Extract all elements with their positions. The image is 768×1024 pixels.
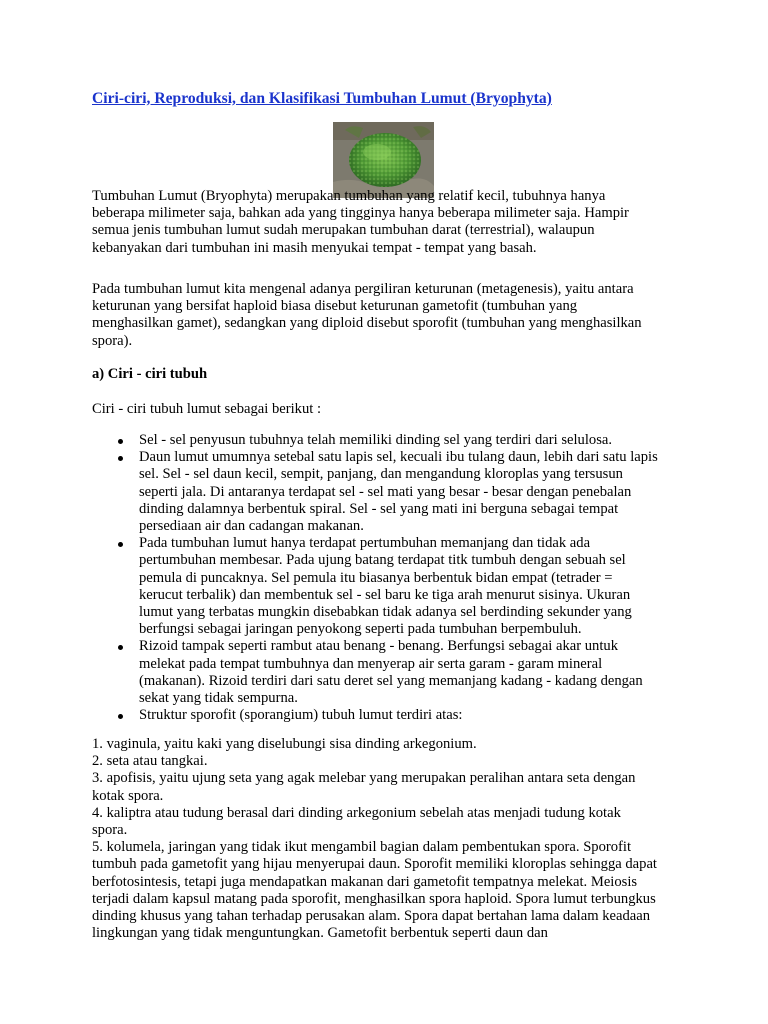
list-item [92,432,658,449]
numbered-item: 3. apofisis, yaitu ujung seta yang agak melebar yang merupakan peralihan antara seta dengan kotak spora. [92,770,636,804]
bullet-text: Daun lumut umumnya setebal satu lapis sel, kecuali ibu tulang daun, lebih dari satu lapis sel. Sel - sel daun kecil, sempit, panjang, dan mengandung kloroplas yang tersusun seperti jala. Di antaranya terdapat sel - sel mati yang besar - besar dengan penebalan dinding dalamnya berbentuk spiral. Sel - sel yang mati ini berguna sebagai tempat persediaan air dan cadangan makanan. [139,449,658,535]
bullet-icon [118,456,123,461]
bullet-icon [118,645,123,650]
bullet-text: Pada tumbuhan lumut hanya terdapat pertumbuhan memanjang dan tidak ada pertumbuhan membesar. Pada ujung batang terdapat titk tumbuh dengan sebuah sel pemula di puncaknya. Sel pemula itu biasanya berbentuk bidan empat (tetrader = kerucut terbalik) dan membentuk sel - sel baru ke tiga arah menurut sisinya. Ukuran lumut yang terbatas mungkin disebabkan tidak adanya sel berdinding sekunder yang berfungsi sebagai jaringan penyokong seperti pada tumbuhan berpembuluh. [139,535,632,638]
numbered-item: 5. kolumela, jaringan yang tidak ikut mengambil bagian dalam pembentukan spora. Sporofit tumbuh pada gametofit yang hijau menyerupai daun. Sporofit memiliki kloroplas sehingga dapat berfotosintesis, tetapi juga mendapatkan makanan dari gametofit tempatnya melekat. Meiosis terjadi dalam kapsul matang pada sporofit, menghasilkan spora haploid. Spora lumut terbungkus dinding khusus yang tahan terhadap perusakan alam. Spora dapat bertahan lama dalam keadaan lingkungan yang tidak menguntungkan. Gametofit berbentuk seperti daun dan [92,839,657,942]
paragraph-1: Tumbuhan Lumut (Bryophyta) merupakan tumbuhan yang relatif kecil, tubuhnya hanya beberapa milimeter saja, bahkan ada yang tingginya hanya beberapa milimeter saja. Hampir semua jenis tumbuhan lumut sudah merupakan tumbuhan darat (terrestrial), walaupun kebanyakan dari tumbuhan ini masih menyukai tempat - tempat yang basah. [92,188,629,256]
moss-photo [333,122,434,198]
list-item [92,449,658,535]
numbered-list [92,736,658,942]
bullet-list [92,432,658,724]
bullet-text: Struktur sporofit (sporangium) tubuh lumut terdiri atas: [139,707,463,724]
bullet-icon [118,714,123,719]
list-item [92,707,658,724]
bullet-icon [118,439,123,444]
numbered-item: 2. seta atau tangkai. [92,753,208,770]
bullet-text: Rizoid tampak seperti rambut atau benang - benang. Berfungsi sebagai akar untuk melekat pada tempat tumbuhnya dan menyerap air serta garam - garam mineral (makanan). Rizoid terdiri dari satu deret sel yang memanjang kadang - kadang dengan sekat yang tidak sempurna. [139,638,643,707]
bullet-icon [118,542,123,547]
moss-image [333,122,434,198]
section-heading: a) Ciri - ciri tubuh [92,366,208,382]
paragraph-metagenesis [92,281,658,350]
article-title-link[interactable]: Ciri-ciri, Reproduksi, dan Klasifikasi Tumbuhan Lumut (Bryophyta) [92,90,552,107]
intro-line: Ciri - ciri tubuh lumut sebagai berikut : [92,401,321,417]
paragraph-intro [92,188,658,257]
numbered-item: 1. vaginula, yaitu kaki yang diselubungi sisa dinding arkegonium. [92,736,477,752]
bullet-text: Sel - sel penyusun tubuhnya telah memiliki dinding sel yang terdiri dari selulosa. [139,432,612,448]
list-item [92,638,658,707]
paragraph-2: Pada tumbuhan lumut kita mengenal adanya pergiliran keturunan (metagenesis), yaitu antara keturunan yang bersifat haploid biasa disebut keturunan gametofit (tumbuhan yang menghasilkan gamet), sedangkan yang diploid disebut sporofit (tumbuhan yang menghasilkan spora). [92,281,642,349]
list-item [92,535,658,638]
numbered-item: 4. kaliptra atau tudung berasal dari dinding arkegonium sebelah atas menjadi tudung kotak spora. [92,804,621,839]
